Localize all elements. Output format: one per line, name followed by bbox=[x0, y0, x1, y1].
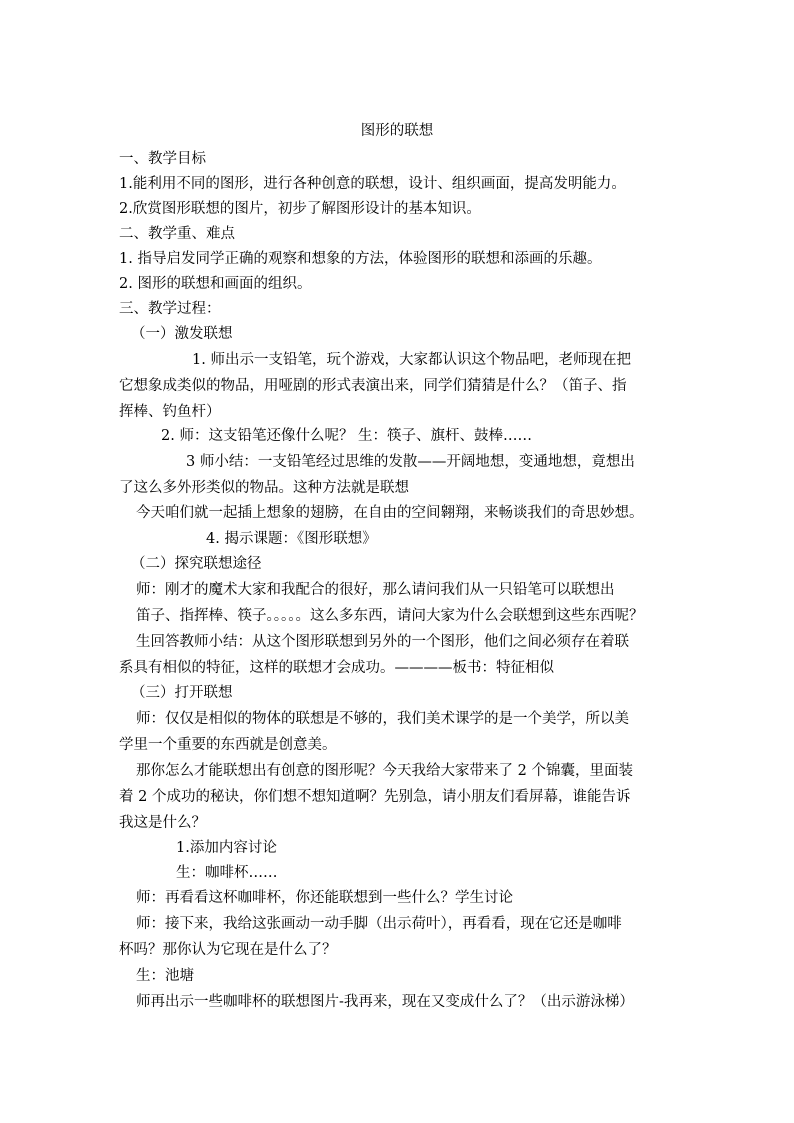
key-point-2: 2. 图形的联想和画面的组织。 bbox=[119, 276, 312, 292]
paragraph-line: 它想象成类似的物品，用哑剧的形式表演出来，同学们猜猜是什么？（笛子、指 bbox=[119, 378, 627, 394]
paragraph-line: 着 2 个成功的秘诀，你们想不想知道啊？先别急，请小朋友们看屏幕，谁能告诉 bbox=[119, 789, 631, 805]
paragraph-line: 2. 师：这支铅笔还像什么呢？ 生：筷子、旗杆、鼓棒…… bbox=[161, 428, 533, 444]
paragraph-line: 了这么多外形类似的物品。这种方法就是联想 bbox=[119, 480, 409, 496]
subheading-open-association: （三）打开联想 bbox=[131, 685, 233, 701]
paragraph-line: 1.添加内容讨论 bbox=[176, 840, 277, 856]
paragraph-line: 笛子、指挥棒、筷子。。。。。这么多东西，请问大家为什么会联想到这些东西呢？ bbox=[136, 608, 644, 624]
paragraph-line: 杯吗？那你认为它现在是什么了？ bbox=[119, 942, 337, 958]
paragraph-line: 师：再看看这杯咖啡杯，你还能联想到一些什么？学生讨论 bbox=[136, 890, 513, 906]
goal-2: 2.欣赏图形联想的图片，初步了解图形设计的基本知识。 bbox=[119, 201, 481, 217]
paragraph-line: 系具有相似的特征，这样的联想才会成功。————板书：特征相似 bbox=[119, 660, 554, 676]
subheading-explore-paths: （二）探究联想途径 bbox=[131, 556, 262, 572]
paragraph-line: 师：刚才的魔术大家和我配合的很好，那么请问我们从一只铅笔可以联想出 bbox=[136, 582, 615, 598]
goal-1: 1.能利用不同的图形，进行各种创意的联想，设计、组织画面，提高发明能力。 bbox=[119, 176, 626, 192]
paragraph-line: 4. 揭示课题：《图形联想》 bbox=[206, 531, 377, 547]
paragraph-line: 师再出示一些咖啡杯的联想图片-我再来，现在又变成什么了？（出示游泳梯） bbox=[136, 994, 634, 1010]
paragraph-line: 生：咖啡杯…… bbox=[176, 865, 278, 881]
paragraph-line: 1. 师出示一支铅笔，玩个游戏，大家都认识这个物品吧，老师现在把 bbox=[192, 352, 631, 368]
paragraph-line: 3 师小结：一支铅笔经过思维的发散——开阔地想，变通地想，竟想出 bbox=[186, 454, 635, 470]
heading-key-points: 二、教学重、难点 bbox=[119, 226, 235, 242]
heading-teaching-goals: 一、教学目标 bbox=[119, 151, 206, 167]
paragraph-line: 生：池塘 bbox=[136, 968, 194, 984]
paragraph-line: 今天咱们就一起插上想象的翅膀，在自由的空间翱翔，来畅谈我们的奇思妙想。 bbox=[136, 505, 644, 521]
paragraph-line: 师：仅仅是相似的物体的联想是不够的，我们美术课学的是一个美学，所以美 bbox=[136, 711, 629, 727]
paragraph-line: 我这是什么？ bbox=[119, 815, 206, 831]
subheading-inspire-association: （一）激发联想 bbox=[131, 326, 233, 342]
paragraph-line: 师：接下来，我给这张画动一动手脚（出示荷叶），再看看，现在它还是咖啡 bbox=[136, 916, 622, 932]
paragraph-line: 那你怎么才能联想出有创意的图形呢？今天我给大家带来了 2 个锦囊，里面装 bbox=[136, 763, 633, 779]
paragraph-line: 学里一个重要的东西就是创意美。 bbox=[119, 737, 337, 753]
key-point-1: 1. 指导启发同学正确的观察和想象的方法，体验图形的联想和添画的乐趣。 bbox=[119, 251, 602, 267]
paragraph-line: 生回答教师小结：从这个图形联想到另外的一个图形，他们之间必须存在着联 bbox=[136, 634, 629, 650]
heading-teaching-process: 三、教学过程： bbox=[119, 301, 221, 317]
paragraph-line: 挥棒、钓鱼杆） bbox=[119, 404, 221, 420]
document-title: 图形的联想 bbox=[360, 123, 434, 139]
